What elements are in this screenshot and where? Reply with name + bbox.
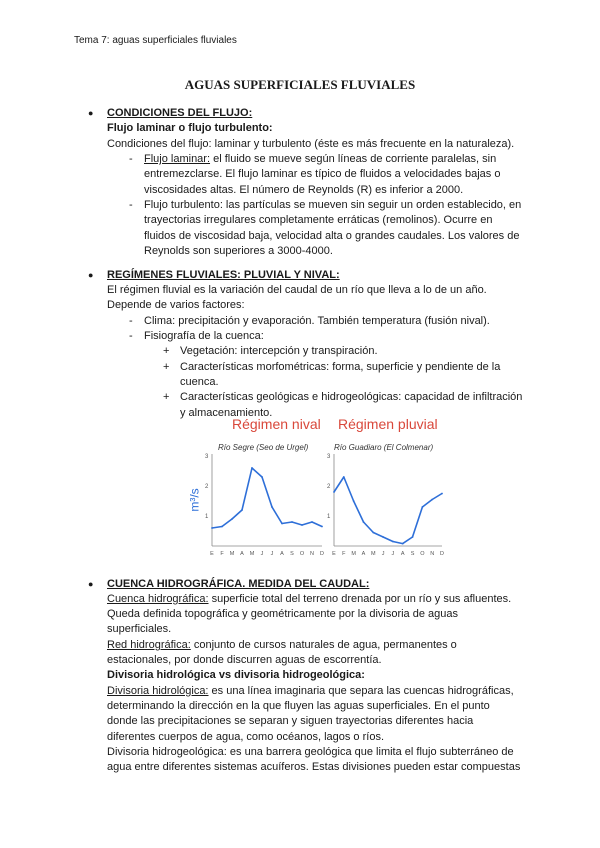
list-item-line: Vegetación: intercepción y transpiración.: [180, 345, 378, 357]
chart-data-point: [261, 476, 263, 478]
paragraph: Condiciones del flujo: laminar y turbulento (éste es más frecuente en la naturaleza).: [107, 138, 515, 150]
chart-subtitle-pluvial: Río Guadiaro (El Colmenar): [334, 443, 434, 452]
chart-data-point: [211, 527, 213, 529]
section-heading-regimes: REGÍMENES FLUVIALES: PLUVIAL Y NIVAL:: [107, 269, 340, 281]
page-header: Tema 7: aguas superficiales fluviales: [74, 35, 237, 46]
list-item-line: trayectorias irregulares completamente erráticas (remolinos). Ocurre en: [144, 214, 493, 226]
chart-x-tick-label: E: [210, 551, 214, 557]
dash-icon: -: [129, 315, 133, 327]
chart-x-tick-label: M: [229, 551, 235, 557]
chart-x-tick-label: N: [310, 551, 314, 557]
chart-x-tick-label: J: [381, 551, 385, 557]
list-item-line: Características morfométricas: forma, superficie y pendiente de la: [180, 361, 501, 373]
paragraph-line: estacionales, por donde discurren aguas de escorrentía.: [107, 654, 382, 666]
chart-data-point: [412, 536, 414, 538]
subheading-flow-type: Flujo laminar o flujo turbulento:: [107, 122, 273, 134]
chart-x-tick-label: A: [280, 551, 284, 557]
list-item-line: fluidos de viscosidad baja, velocidad alta o grandes caudales. Los valores de: [144, 230, 520, 242]
text: conjunto de cursos naturales de agua, permanentes o: [190, 639, 457, 651]
chart-data-point: [431, 499, 433, 501]
chart-x-tick-label: D: [320, 551, 324, 557]
chart-data-point: [402, 543, 404, 545]
list-item-line: Fisiografía de la cuenca:: [144, 330, 264, 342]
paragraph-line: agua entre diferentes sistemas acuíferos. Estas divisiones pueden estar compuestas: [107, 761, 521, 773]
list-item-line: Clima: precipitación y evaporación. También temperatura (fusión nival).: [144, 315, 490, 327]
page-title: AGUAS SUPERFICIALES FLUVIALES: [184, 77, 416, 92]
chart-data-point: [251, 467, 253, 469]
bullet-icon: ●: [88, 579, 94, 589]
plus-icon: +: [163, 361, 170, 373]
chart-x-tick-label: F: [220, 551, 224, 557]
chart-x-tick-label: M: [370, 551, 376, 557]
chart-series-line: [334, 477, 442, 544]
plus-icon: +: [163, 391, 170, 403]
section-heading-basin: CUENCA HIDROGRÁFICA. MEDIDA DEL CAUDAL:: [107, 578, 370, 590]
chart-x-tick-label: J: [270, 551, 274, 557]
chart-y-tick-label: 1: [205, 514, 209, 520]
chart-x-tick-label: D: [440, 551, 444, 557]
paragraph-line: Queda definida topográfica y geométricamente por la divisoria de aguas: [107, 608, 458, 620]
dash-icon: -: [129, 199, 133, 211]
paragraph-line: [107, 638, 457, 653]
paragraph-line: determinando la dirección en la que fluyen las aguas superficiales. En el punto: [107, 700, 490, 712]
plus-icon: +: [163, 345, 170, 357]
chart-data-point: [343, 476, 345, 478]
list-item-line: [144, 152, 496, 167]
chart-x-tick-label: S: [290, 551, 294, 557]
section-heading-flow: CONDICIONES DEL FLUJO:: [107, 107, 253, 119]
chart-x-tick-label: J: [260, 551, 264, 557]
term-network: Red hidrográfica:: [107, 639, 191, 651]
chart-data-point: [382, 536, 384, 538]
chart-x-tick-label: M: [351, 551, 356, 557]
paragraph-line: superficiales.: [107, 623, 172, 635]
chart-x-tick-label: F: [342, 551, 346, 557]
chart-x-tick-label: N: [430, 551, 435, 557]
chart-x-tick-label: A: [400, 551, 405, 557]
chart-data-point: [372, 532, 374, 534]
chart-x-tick-label: M: [249, 551, 255, 557]
chart-x-tick-label: A: [240, 551, 244, 557]
chart-title-pluvial: Régimen pluvial: [338, 416, 438, 432]
chart-data-point: [363, 521, 365, 523]
paragraph-line: [107, 592, 511, 607]
chart-y-tick-label: 2: [205, 484, 209, 490]
term-basin: Cuenca hidrográfica:: [107, 593, 209, 605]
chart-data-point: [271, 506, 273, 508]
paragraph-line: Divisoria hidrogeológica: es una barrera geológica que limita el flujo subterráneo de: [107, 746, 514, 758]
chart-y-tick-label: 1: [327, 514, 331, 520]
chart-x-tick-label: J: [391, 551, 395, 557]
list-item-line: entremezclarse. El flujo laminar es típico de fluidos a velocidades bajas o: [144, 168, 501, 180]
chart-data-point: [231, 518, 233, 520]
chart-data-point: [221, 526, 223, 528]
chart-data-point: [441, 493, 443, 495]
text: el fluido se mueve según líneas de corriente paralelas, sin: [210, 153, 497, 165]
chart-data-point: [301, 524, 303, 526]
chart-data-point: [421, 506, 423, 508]
chart-series-line: [212, 468, 322, 528]
chart-data-point: [333, 491, 335, 493]
chart-y-tick-label: 3: [327, 454, 331, 460]
dash-icon: -: [129, 330, 133, 342]
subheading-divides: Divisoria hidrológica vs divisoria hidrogeológica:: [107, 669, 365, 681]
text: es una línea imaginaria que separa las cuencas hidrográficas,: [208, 685, 514, 697]
chart-subtitle-nival: Río Segre (Seo de Urgel): [218, 443, 309, 452]
list-item-line: Reynolds son superiores a 3000-4000.: [144, 245, 333, 257]
term-hydrologic-divide: Divisoria hidrológica:: [107, 685, 209, 697]
paragraph-line: [107, 684, 514, 699]
chart-data-point: [281, 523, 283, 525]
chart-y-tick-label: 3: [205, 454, 209, 460]
chart-title-nival: Régimen nival: [232, 416, 321, 432]
bullet-icon: ●: [88, 270, 94, 280]
paragraph: Depende de varios factores:: [107, 299, 245, 311]
chart-y-tick-label: 2: [327, 484, 331, 490]
chart-x-tick-label: O: [299, 551, 305, 557]
dash-icon: -: [129, 153, 133, 165]
chart-x-tick-label: S: [410, 551, 415, 557]
chart-x-tick-label: A: [361, 551, 366, 557]
bullet-icon: ●: [88, 108, 94, 118]
list-item-line: cuenca.: [180, 376, 219, 388]
list-item-line: Flujo turbulento: las partículas se mueven sin seguir un orden establecido, en: [144, 199, 522, 211]
chart-data-point: [291, 521, 293, 523]
chart-data-point: [353, 500, 355, 502]
chart-ylabel: m³/s: [187, 488, 202, 512]
chart-data-point: [311, 521, 313, 523]
chart-x-tick-label: E: [332, 551, 336, 557]
paragraph: El régimen fluvial es la variación del caudal de un río que lleva a lo de un año.: [107, 284, 487, 296]
paragraph-line: donde las precipitaciones se separan y siguen trayectorias diferentes hacia: [107, 715, 474, 727]
chart-data-point: [241, 509, 243, 511]
list-item-line: y almacenamiento.: [180, 407, 273, 419]
term-laminar: Flujo laminar:: [144, 153, 211, 165]
chart-x-tick-label: O: [420, 551, 425, 557]
paragraph-line: diferentes cuerpos de agua, como océanos, lagos o ríos.: [107, 731, 385, 743]
text: superficie total del terreno drenada por un río y sus afluentes.: [208, 593, 512, 605]
list-item-line: Características geológicas e hidrogeológicas: capacidad de infiltración: [180, 391, 523, 403]
list-item-line: viscosidades altas. El número de Reynolds (R) es inferior a 2000.: [144, 184, 464, 196]
chart-data-point: [321, 526, 323, 528]
chart-data-point: [392, 541, 394, 543]
